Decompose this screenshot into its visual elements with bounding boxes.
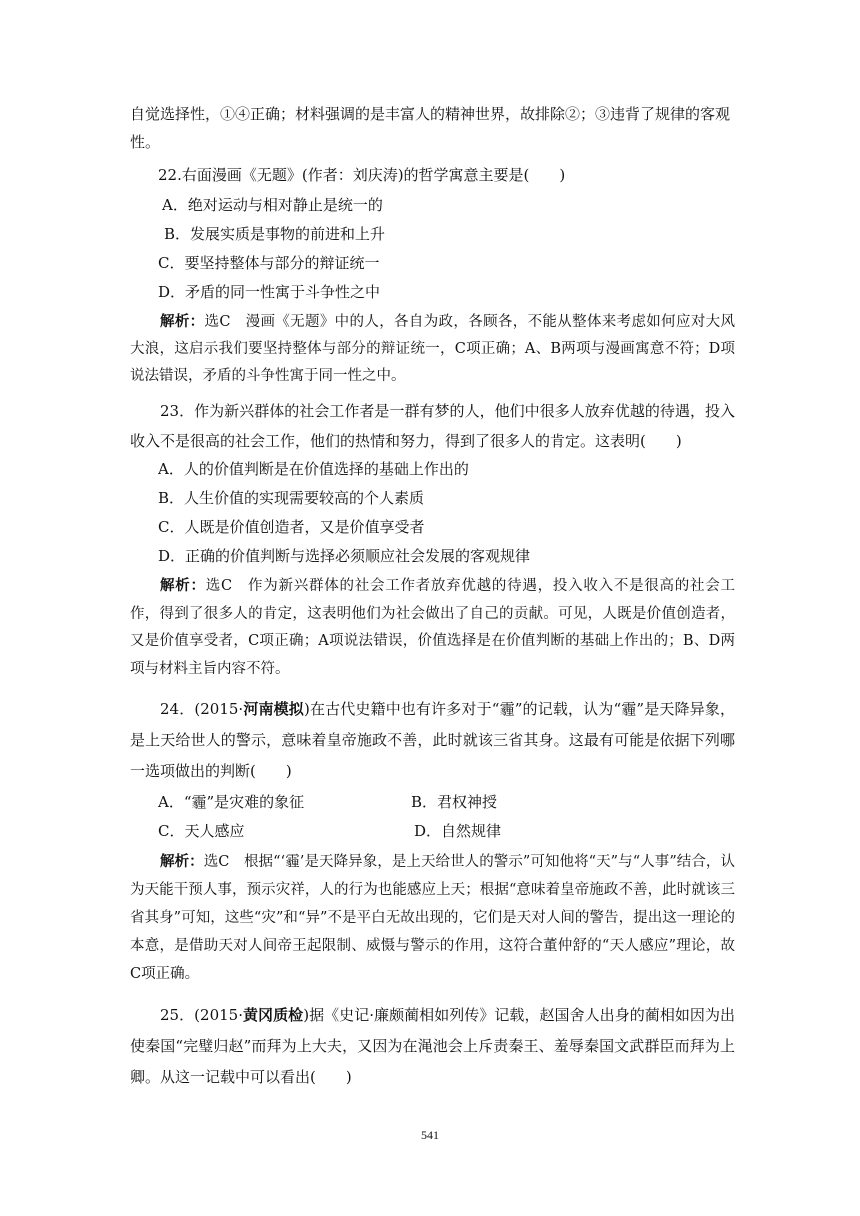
explanation-23 [130, 573, 735, 683]
option-a: A．“霾”是灾难的象征 [158, 793, 305, 811]
option-c: C．人既是价值创造者，又是价值享受者 [158, 518, 425, 536]
option-d: D．正确的价值判断与选择必须顺应社会发展的客观规律 [158, 547, 531, 565]
option-b: B．人生价值的实现需要较高的个人素质 [158, 489, 425, 507]
question-text: )在古代史籍中也有许多对于“霾”的记载，认为“霾”是天降异象，是上天给世人的警示，意味着皇帝施政不善，此时就该三省其身。这最有可能是依据下列哪一选项做出的判断( ) [130, 700, 735, 780]
question-23-stem: 23．作为新兴群体的社会工作者是一群有梦的人，他们中很多人放弃优越的待遇，投入收入不是很高的社会工作，他们的热情和努力，得到了很多人的肯定。这表明( ) [130, 402, 735, 450]
option-d: D．自然规律 [414, 822, 502, 840]
question-number: 24．(2015· [160, 700, 244, 718]
explanation-22 [130, 309, 735, 390]
question-24-stem [130, 694, 735, 787]
explanation-label: 解析： [160, 578, 206, 594]
option-b: B．君权神授 [411, 793, 498, 811]
option-a: A．绝对运动与相对静止是统一的 [162, 196, 383, 214]
explanation-text: 选C 漫画《无题》中的人，各自为政，各顾各，不能从整体来考虑如何应对大风大浪，这启示我们要坚持整体与部分的辩证统一，C项正确；A、B两项与漫画寓意不符；D项说法错误，矛盾的斗争性寓于同一性之中。 [130, 314, 736, 384]
explanation-text: 选C 根据“‘霾’是天降异象，是上天给世人的警示”可知他将“天”与“人事”结合，认为天能干预人事，预示灾祥，人的行为也能感应上天；根据“意味着皇帝施政不善，此时就该三省其身”可知，这些“灾”和“异”不是平白无故出现的，它们是天对人间的警告，提出这一理论的本意，是借助天对人间帝王起限制、威慑与警示的作用，这符合董仲舒的“天人感应”理论，故C项正确。 [130, 854, 736, 982]
explanation-label: 解析： [160, 314, 205, 330]
option-b: B．发展实质是事物的前进和上升 [164, 225, 386, 243]
option-a: A．人的价值判断是在价值选择的基础上作出的 [158, 460, 469, 478]
text-line: 自觉选择性，①④正确；材料强调的是丰富人的精神世界，故排除②；③违背了规律的客观 [130, 105, 731, 123]
question-text: )据《史记·廉颇蔺相如列传》记载，赵国舍人出身的蔺相如因为出使秦国“完璧归赵”而拜为上大夫，又因为在渑池会上斥责秦王、羞辱秦国文武群臣而拜为上卿。从这一记载中可以看出( ) [130, 1006, 735, 1086]
explanation-label: 解析： [160, 854, 204, 870]
text-line: 性。 [130, 133, 161, 151]
option-c: C．要坚持整体与部分的辩证统一 [158, 254, 380, 272]
question-22-stem: 22.右面漫画《无题》(作者：刘庆涛)的哲学寓意主要是( ) [158, 166, 566, 184]
question-25-stem [130, 1000, 735, 1093]
explanation-text: 选C 作为新兴群体的社会工作者放弃优越的待遇，投入收入不是很高的社会工作，得到了很多人的肯定，这表明他们为社会做出了自己的贡献。可见，人既是价值创造者，又是价值享受者，C项正确；A项说法错误，价值选择是在价值判断的基础上作出的；B、D两项与材料主旨内容不符。 [130, 578, 736, 677]
explanation-24 [130, 848, 735, 988]
option-c: C．天人感应 [158, 822, 245, 840]
question-number: 25．(2015· [160, 1006, 243, 1024]
question-source: 黄冈质检 [242, 1006, 304, 1024]
page-number: 541 [421, 1128, 439, 1142]
question-source: 河南模拟 [243, 700, 304, 718]
option-d: D．矛盾的同一性寓于斗争性之中 [158, 283, 381, 301]
